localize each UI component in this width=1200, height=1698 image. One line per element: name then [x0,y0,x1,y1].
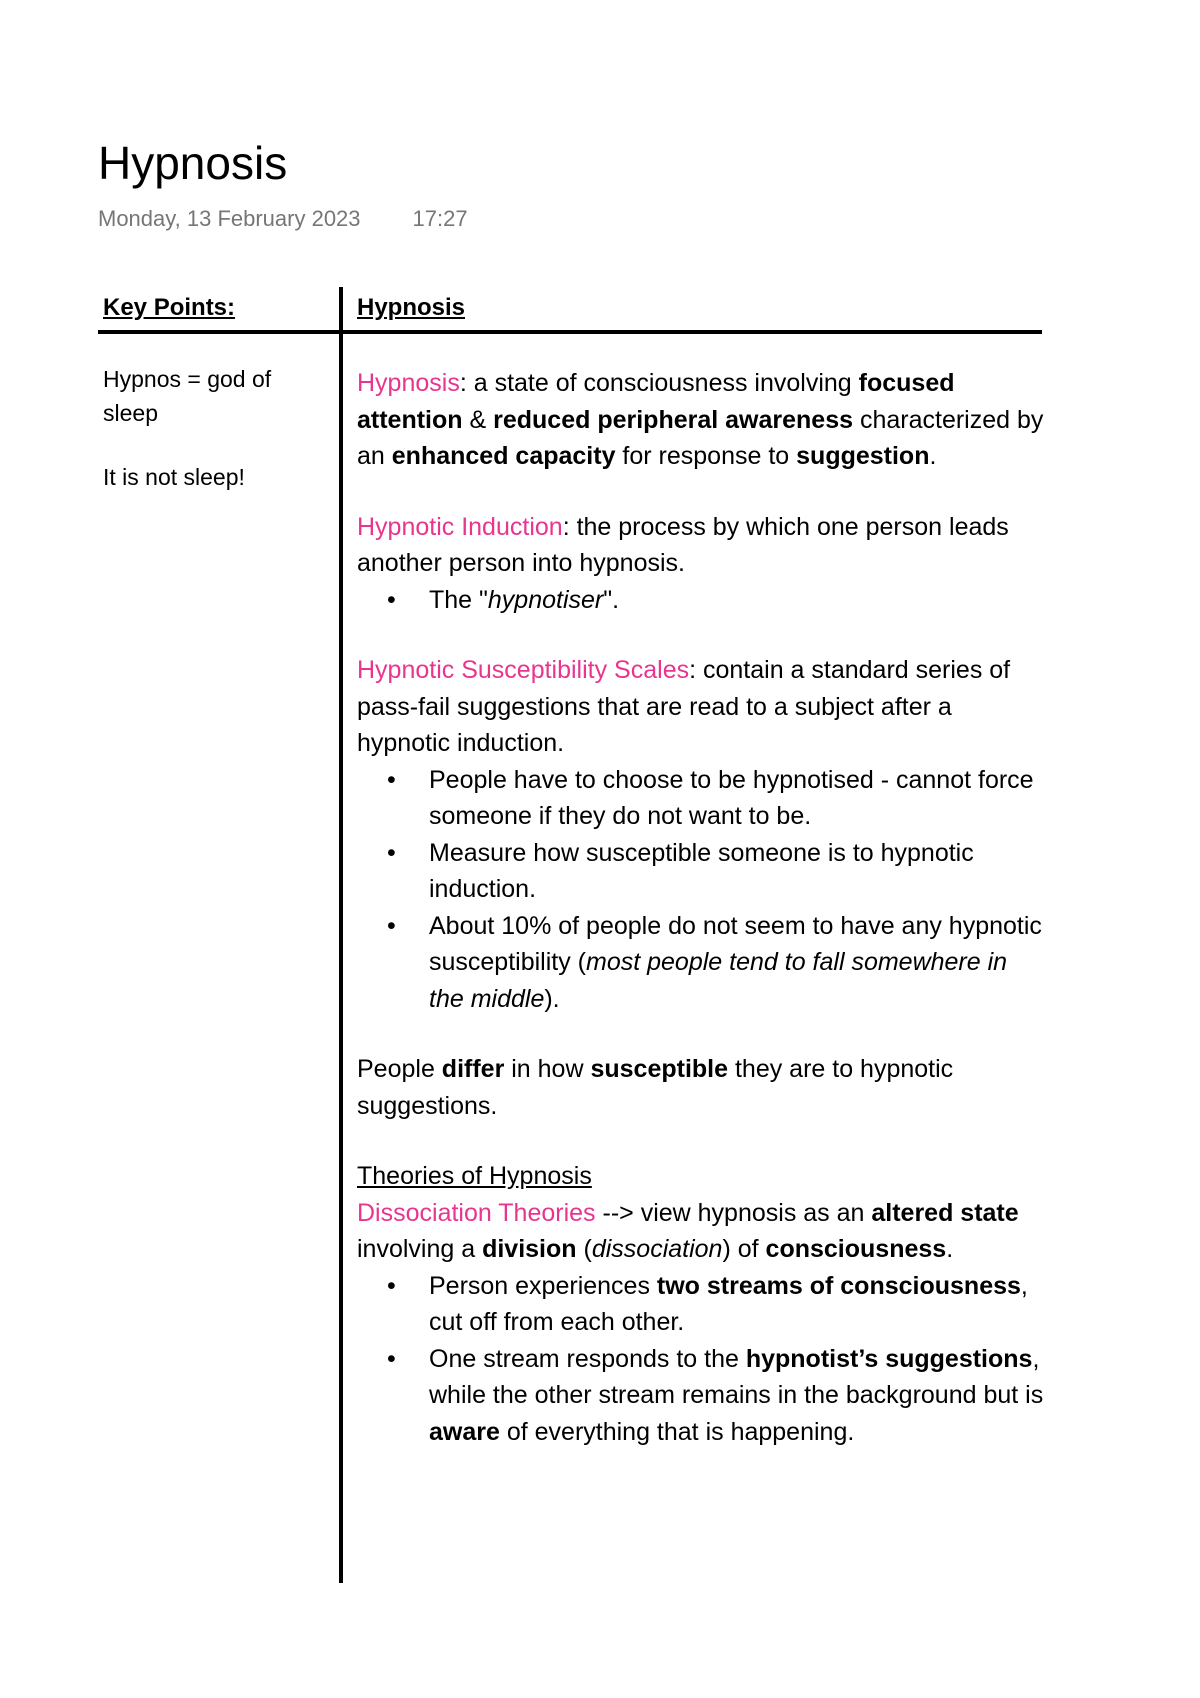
notes-header: Hypnosis [357,294,466,321]
page-date: Monday, 13 February 2023 [98,206,361,231]
definition-susceptibility-scales: Hypnotic Susceptibility Scales: contain a standard series of pass-fail suggestions that are read to a subject after a hypnotic induction. [357,656,1011,757]
page-timestamp [98,206,468,232]
key-point: It is not sleep! [103,464,245,490]
term-label: Hypnosis [357,369,460,397]
list-item: • About 10% of people do not seem to have any hypnotic susceptibility (most people tend to fall somewhere in the middle). [429,908,1047,1018]
list-item: • People have to choose to be hypnotised - cannot force someone if they do not want to be. [429,762,1047,835]
list-item: • Person experiences two streams of consciousness, cut off from each other. [429,1268,1047,1341]
term-label: Hypnotic Induction [357,512,563,541]
definition-hypnosis: Hypnosis: a state of consciousness involving focused attention & reduced peripheral awareness characterized by an enhanced capacity for response to suggestion. [357,369,1044,470]
page-title: Hypnosis [98,137,288,189]
key-points-header: Key Points: [103,294,236,321]
definition-dissociation-theories: Dissociation Theories --> view hypnosis as an altered state involving a division (dissociation) of consciousness. [357,1198,1019,1263]
bullet-list [357,582,1047,619]
bullet-list [357,762,1047,1018]
term-label: Dissociation Theories [357,1198,596,1227]
table-column-divider [339,287,343,1583]
key-point: Hypnos = god of sleep [103,366,272,426]
list-item: • The "hypnotiser". [429,582,1047,619]
section-heading-theories: Theories of Hypnosis [357,1162,592,1190]
notes-column [357,365,1047,1450]
table-header-divider [98,330,1042,334]
list-item: • One stream responds to the hypnotist’s suggestions, while the other stream remains in the background but is aware of everything that is happening. [429,1341,1047,1451]
definition-hypnotic-induction: Hypnotic Induction: the process by which one person leads another person into hypnosis. [357,512,1009,577]
list-item: • Measure how susceptible someone is to hypnotic induction. [429,835,1047,908]
key-points-column [103,362,323,524]
page-time: 17:27 [412,206,468,231]
susceptibility-note: People differ in how susceptible they are to hypnotic suggestions. [357,1055,954,1120]
bullet-list [357,1268,1047,1451]
term-label: Hypnotic Susceptibility Scales [357,656,690,684]
